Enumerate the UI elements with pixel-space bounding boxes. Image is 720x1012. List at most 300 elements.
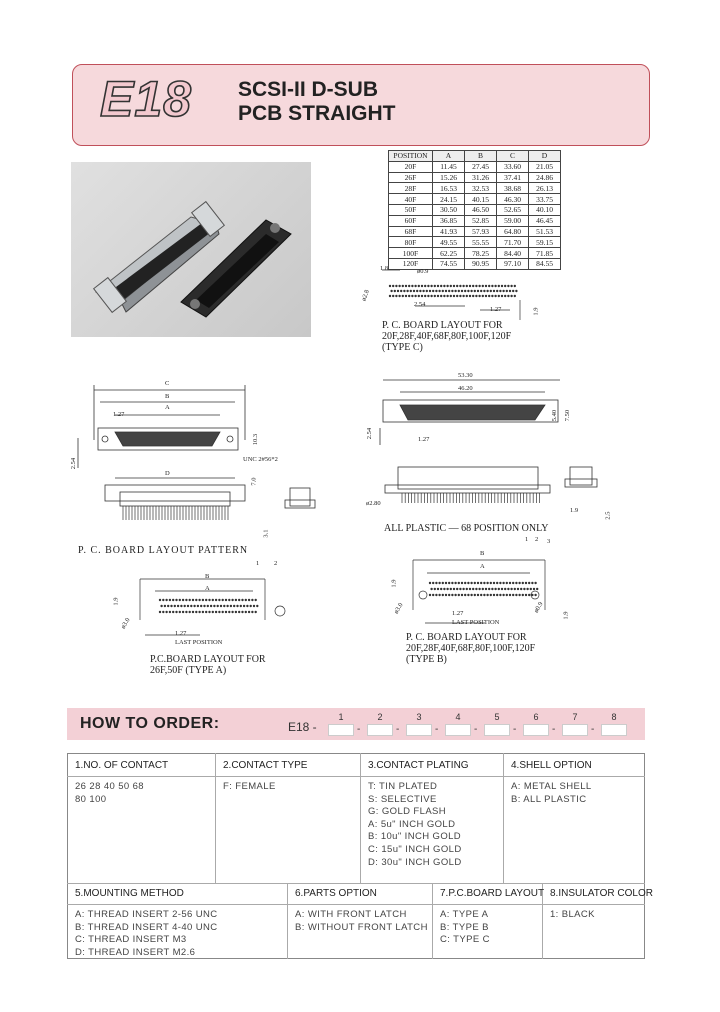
pin-hole [472, 588, 474, 590]
order-slot-box[interactable] [562, 724, 588, 736]
pin-hole [179, 611, 181, 613]
dim-1.27: 1.27 [490, 306, 502, 313]
order-slot-box[interactable] [523, 724, 549, 736]
pin-hole [198, 599, 200, 601]
pin-hole [458, 594, 460, 596]
pin-hole [459, 285, 461, 287]
pin-hole [207, 605, 209, 607]
order-slot-box[interactable] [406, 724, 432, 736]
dim-D: D [165, 470, 170, 477]
order-slot-separator: - [435, 724, 439, 735]
type-a-A: A [205, 585, 210, 592]
pin-hole [493, 290, 495, 292]
pin-hole [165, 611, 167, 613]
pin-hole [440, 588, 442, 590]
option-item: C: THREAD INSERT M3 [75, 934, 187, 946]
pin-hole [228, 611, 230, 613]
pin-hole [434, 588, 436, 590]
order-slot-box[interactable] [328, 724, 354, 736]
dim-1.27-plastic: 1.27 [418, 436, 430, 443]
table-cell: 59.00 [497, 215, 529, 226]
pin-hole [235, 611, 237, 613]
pin-hole [482, 588, 484, 590]
option-header: 4.SHELL OPTION [511, 760, 592, 771]
pin-hole [445, 290, 447, 292]
pin-hole [389, 295, 391, 297]
pin-hole [488, 295, 490, 297]
pin-hole [414, 295, 416, 297]
type-b-last-position: LAST POSITION [452, 619, 500, 626]
pin-hole [180, 605, 182, 607]
dim-phi2.8: ø2.8 [360, 288, 371, 303]
pin-hole [405, 295, 407, 297]
pin-hole [466, 588, 468, 590]
pin-hole [256, 605, 258, 607]
pin-hole [507, 295, 509, 297]
pin-hole [488, 588, 490, 590]
dim-A: A [165, 404, 170, 411]
pin-hole [504, 588, 506, 590]
pin-hole [518, 594, 520, 596]
pin-hole [167, 605, 169, 607]
pin-hole [248, 599, 250, 601]
pin-hole [438, 582, 440, 584]
dim-2.5-side: 2.5 [604, 511, 612, 520]
pin-hole [506, 594, 508, 596]
order-slot-box[interactable] [367, 724, 393, 736]
dim-7.50: 7.50 [564, 409, 572, 422]
pin-hole [251, 599, 253, 601]
order-slot-separator: - [513, 724, 517, 735]
pin-hole [483, 582, 485, 584]
pin-hole [501, 285, 503, 287]
table-cell: 40.15 [465, 194, 497, 205]
option-header: 8.INSULATOR COLOR [550, 888, 653, 899]
pin-hole [512, 582, 514, 584]
table-cell: 68F [389, 226, 433, 237]
table-cell: 24.86 [529, 172, 561, 183]
table-cell: 46.50 [465, 204, 497, 215]
pin-hole [430, 295, 432, 297]
pin-hole [526, 588, 528, 590]
order-slot-number: 8 [611, 712, 617, 722]
pin-hole [395, 295, 397, 297]
pin-hole [442, 582, 444, 584]
type-b-1.9: 1.9 [390, 579, 398, 588]
pin-hole [241, 599, 243, 601]
pin-hole [392, 285, 394, 287]
pin-hole [437, 588, 439, 590]
pin-hole [448, 582, 450, 584]
option-item: B: ALL PLASTIC [511, 793, 587, 805]
pin-hole [485, 285, 487, 287]
table-cell: 84.40 [497, 248, 529, 259]
table-header-cell: C [497, 151, 529, 162]
pin-hole [395, 285, 397, 287]
table-cell: 40F [389, 194, 433, 205]
dim-46.20: 46.20 [458, 385, 473, 392]
pin-hole [162, 599, 164, 601]
pin-hole [402, 295, 404, 297]
table-header-cell: D [529, 151, 561, 162]
pin-hole [515, 290, 517, 292]
pin-hole [222, 599, 224, 601]
option-item: 80 100 [75, 793, 107, 805]
table-cell: 24.15 [433, 194, 465, 205]
table-row [389, 248, 561, 259]
dim-B: B [165, 393, 170, 400]
pin-hole [445, 582, 447, 584]
pin-hole [482, 285, 484, 287]
pin-hole [223, 605, 225, 607]
pin-hole [187, 605, 189, 607]
product-photo [71, 162, 311, 337]
option-item: A: THREAD INSERT 2-56 UNC [75, 909, 218, 920]
pin-hole [430, 588, 432, 590]
pin-hole [474, 594, 476, 596]
pin-hole [251, 611, 253, 613]
type-a-B: B [205, 573, 210, 580]
type-a-phi3.0: ø3.0 [119, 616, 132, 631]
pin-hole [467, 290, 469, 292]
pin-hole [241, 611, 243, 613]
pin-hole [514, 285, 516, 287]
type-b-1.27: 1.27 [452, 610, 464, 617]
table-cell: 36.85 [433, 215, 465, 226]
table-cell: 46.30 [497, 194, 529, 205]
pin-hole [515, 582, 517, 584]
pin-hole [498, 285, 500, 287]
type-a-last-position: LAST POSITION [175, 639, 223, 646]
pin-hole [510, 588, 512, 590]
pin-hole [491, 285, 493, 287]
option-list [440, 909, 490, 947]
pin-hole [528, 582, 530, 584]
pin-hole [175, 611, 177, 613]
pin-hole [509, 290, 511, 292]
pin-hole [486, 594, 488, 596]
type-a-1.27: 1.27 [175, 630, 187, 637]
type-b-1.9b: 1.9 [562, 611, 570, 620]
pin-hole [185, 599, 187, 601]
pin-hole [228, 599, 230, 601]
pin-hole [480, 594, 482, 596]
pin-hole [179, 599, 181, 601]
pin-hole [236, 605, 238, 607]
pin-hole [474, 290, 476, 292]
order-slot-number: 6 [533, 712, 539, 722]
table-cell: 51.53 [529, 226, 561, 237]
table-row [389, 161, 561, 172]
pin-hole [504, 295, 506, 297]
pin-hole [534, 582, 536, 584]
type-a-1.9: 1.9 [112, 597, 120, 606]
pin-hole [462, 295, 464, 297]
pin-hole [190, 605, 192, 607]
pin-hole [422, 290, 424, 292]
pin-hole [408, 285, 410, 287]
pin-hole [410, 290, 412, 292]
table-header-row [389, 151, 561, 162]
type-b-caption-3: (TYPE B) [406, 654, 447, 665]
order-code-prefix: E18 - [288, 720, 317, 734]
pin-hole [248, 611, 250, 613]
pin-hole [170, 605, 172, 607]
pin-hole [408, 295, 410, 297]
option-item: C: 15u" INCH GOLD [368, 843, 462, 855]
pin-hole [434, 295, 436, 297]
pin-hole [458, 582, 460, 584]
pin-hole [480, 290, 482, 292]
pin-hole [459, 295, 461, 297]
pin-hole [226, 605, 228, 607]
pin-hole [510, 285, 512, 287]
table-cell: 33.60 [497, 161, 529, 172]
pin-hole [392, 295, 394, 297]
table-cell: 41.93 [433, 226, 465, 237]
pin-hole [446, 588, 448, 590]
table-cell: 71.85 [529, 248, 561, 259]
pin-hole [397, 290, 399, 292]
table-cell: 16.53 [433, 183, 465, 194]
order-slot-number: 7 [572, 712, 578, 722]
pin-hole [421, 295, 423, 297]
pin-hole [435, 582, 437, 584]
order-slot-separator: - [396, 724, 400, 735]
pin-hole [498, 295, 500, 297]
option-list [511, 781, 592, 806]
pin-hole [429, 594, 431, 596]
pin-hole [427, 285, 429, 287]
order-slot-number: 5 [494, 712, 500, 722]
type-b-B: B [480, 550, 485, 557]
type-b-caption-2: 20F,28F,40F,68F,80F,100F,120F [406, 643, 536, 654]
pin-hole [531, 582, 533, 584]
table-row [389, 172, 561, 183]
option-item: F: FEMALE [223, 781, 276, 792]
pin-hole [205, 599, 207, 601]
pin-hole [162, 611, 164, 613]
pin-hole [195, 611, 197, 613]
table-cell: 57.93 [465, 226, 497, 237]
type-b-phi3.0: ø3.0 [392, 601, 405, 616]
pin-hole [453, 295, 455, 297]
pin-hole [182, 599, 184, 601]
pin-hole [507, 588, 509, 590]
grid-line [432, 883, 433, 959]
pin-hole [464, 594, 466, 596]
pin-hole [470, 290, 472, 292]
pin-hole [485, 588, 487, 590]
pin-hole [475, 295, 477, 297]
pin-hole [458, 290, 460, 292]
pin-hole [230, 605, 232, 607]
pin-hole [499, 594, 501, 596]
table-cell: 74.55 [433, 258, 465, 269]
type-b-phi0.9: ø0.9 [532, 600, 545, 615]
pin-hole [197, 605, 199, 607]
grid-line [67, 883, 645, 884]
pin-hole [235, 599, 237, 601]
table-cell: 80F [389, 237, 433, 248]
pin-hole [490, 594, 492, 596]
pin-hole [438, 594, 440, 596]
pin-hole [490, 290, 492, 292]
pin-hole [213, 605, 215, 607]
pin-hole [454, 290, 456, 292]
pin-hole [462, 285, 464, 287]
pattern-title: P. C. BOARD LAYOUT PATTERN [78, 545, 249, 556]
table-row [389, 194, 561, 205]
option-item: G: GOLD FLASH [368, 806, 447, 818]
option-list [75, 781, 144, 806]
pin-hole [164, 605, 166, 607]
table-cell: 100F [389, 248, 433, 259]
table-cell: 38.68 [497, 183, 529, 194]
pin-hole [533, 588, 535, 590]
pin-hole [394, 290, 396, 292]
pin-hole [453, 285, 455, 287]
pin-hole [440, 295, 442, 297]
pin-hole [467, 594, 469, 596]
order-slot-number: 4 [455, 712, 461, 722]
pin-hole [177, 605, 179, 607]
pin-hole [525, 582, 527, 584]
pin-hole [255, 611, 257, 613]
pin-hole [462, 588, 464, 590]
pin-hole [466, 285, 468, 287]
pin-hole [482, 295, 484, 297]
pin-hole [200, 605, 202, 607]
pin-hole [222, 611, 224, 613]
option-list [368, 781, 462, 869]
type-a-caption-2: 26F,50F (TYPE A) [150, 665, 227, 676]
type-a-caption-1: P.C.BOARD LAYOUT FOR [150, 654, 266, 665]
pin-hole [218, 611, 220, 613]
pin-hole [231, 599, 233, 601]
pin-hole [243, 605, 245, 607]
option-header: 2.CONTACT TYPE [223, 760, 308, 771]
table-cell: 64.80 [497, 226, 529, 237]
pin-hole [189, 599, 191, 601]
pin-hole [491, 295, 493, 297]
pin-hole [466, 295, 468, 297]
table-cell: 60F [389, 215, 433, 226]
pin-hole [480, 582, 482, 584]
option-list [295, 909, 428, 934]
pin-hole [424, 295, 426, 297]
order-slot-separator: - [552, 724, 556, 735]
pin-hole [520, 588, 522, 590]
pin-hole [493, 582, 495, 584]
table-body [389, 161, 561, 269]
pin-hole [454, 582, 456, 584]
option-header: 7.P.C.BOARD LAYOUT [440, 888, 545, 899]
pin-hole [477, 582, 479, 584]
table-cell: 27.45 [465, 161, 497, 172]
pin-hole [486, 582, 488, 584]
table-header-cell: B [465, 151, 497, 162]
grid-line [215, 753, 216, 883]
table-cell: 59.15 [529, 237, 561, 248]
pin-hole [437, 295, 439, 297]
pin-hole [165, 599, 167, 601]
pin-hole [450, 588, 452, 590]
option-item: S: SELECTIVE [368, 793, 437, 805]
table-cell: 49.55 [433, 237, 465, 248]
pin-hole [398, 285, 400, 287]
pin-hole [174, 605, 176, 607]
pin-hole [450, 285, 452, 287]
pin-hole [485, 295, 487, 297]
table-cell: 11.45 [433, 161, 465, 172]
pin-hole [389, 285, 391, 287]
dim-7.0: 7.0 [250, 477, 258, 486]
pin-hole [530, 588, 532, 590]
pin-hole [451, 290, 453, 292]
type-b-3: 3 [547, 538, 551, 545]
option-item: A: 5u" INCH GOLD [368, 818, 456, 830]
pin-hole [517, 588, 519, 590]
pin-hole [451, 582, 453, 584]
order-slot-box[interactable] [484, 724, 510, 736]
dim-phi2.80: ø2.80 [366, 500, 381, 507]
pin-hole [461, 290, 463, 292]
table-cell: 52.65 [497, 204, 529, 215]
pin-hole [461, 594, 463, 596]
pin-hole [478, 285, 480, 287]
table-cell: 21.05 [529, 161, 561, 172]
pin-hole [182, 611, 184, 613]
order-slot-box[interactable] [601, 724, 627, 736]
pin-hole [427, 295, 429, 297]
pin-hole [469, 588, 471, 590]
dim-2.54: 2.54 [414, 301, 426, 308]
type-b-2: 2 [535, 536, 539, 543]
table-cell: 62.25 [433, 248, 465, 259]
table-row [389, 204, 561, 215]
pin-hole [406, 290, 408, 292]
pin-hole [411, 295, 413, 297]
dim-C: C [165, 380, 170, 387]
pin-hole [472, 295, 474, 297]
pin-hole [525, 594, 527, 596]
order-slot-box[interactable] [445, 724, 471, 736]
pin-hole [483, 594, 485, 596]
product-title-line2: PCB STRAIGHT [238, 102, 396, 125]
pin-hole [470, 582, 472, 584]
pin-hole [510, 295, 512, 297]
pin-hole [435, 290, 437, 292]
pin-hole [203, 605, 205, 607]
pin-hole [494, 588, 496, 590]
pin-hole [253, 605, 255, 607]
pin-hole [448, 290, 450, 292]
pin-hole [430, 285, 432, 287]
pin-hole [403, 290, 405, 292]
pin-hole [491, 588, 493, 590]
pin-hole [501, 588, 503, 590]
pin-hole [528, 594, 530, 596]
pin-row-1 [389, 285, 518, 297]
order-slot-number: 2 [377, 712, 383, 722]
pin-hole [185, 611, 187, 613]
table-cell: 31.26 [465, 172, 497, 183]
pin-hole [523, 588, 525, 590]
type-c-caption-1: P. C. BOARD LAYOUT FOR [382, 320, 503, 331]
dim-53.30: 53.30 [458, 372, 473, 379]
pin-hole [215, 599, 217, 601]
